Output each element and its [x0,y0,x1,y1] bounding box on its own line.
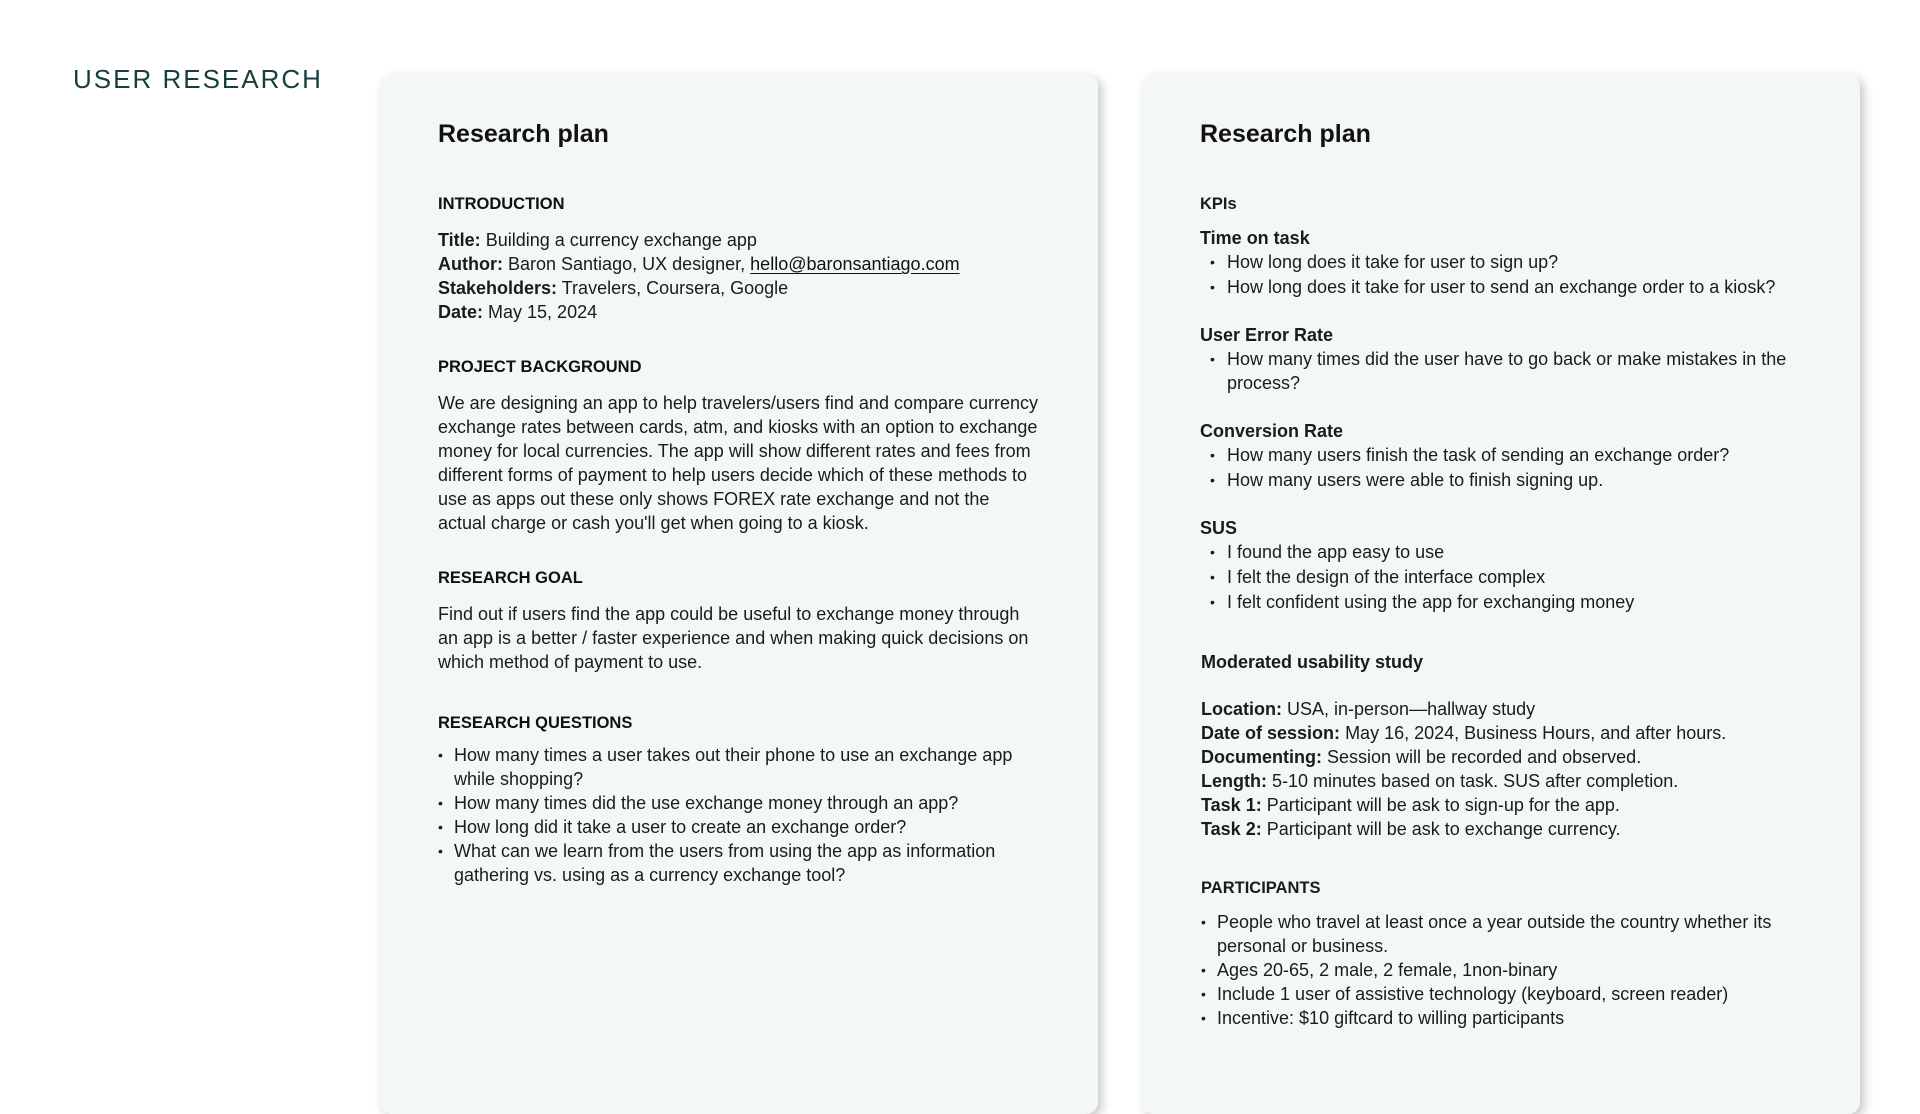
project-background-section [438,358,1040,535]
research-plan-card-left [380,74,1098,1114]
section-title: USER RESEARCH [73,64,323,94]
kpi-title: Conversion Rate [1200,421,1344,441]
introduction-heading: INTRODUCTION [438,195,565,213]
study-location-label: Location: [1201,699,1282,719]
list-item: • How many times did the user have to go back or make mistakes in the process? [1200,347,1802,395]
study-length-label: Length: [1201,771,1267,791]
study-task2-value: Participant will be ask to exchange currency. [1266,819,1621,839]
study-date-value: May 16, 2024, Business Hours, and after hours. [1345,723,1727,743]
intro-author-label: Author: [438,254,503,274]
list-item: • Ages 20-65, 2 male, 2 female, 1non-binary [1201,958,1802,982]
study-task1-value: Participant will be ask to sign-up for the app. [1266,795,1620,815]
list-item: • Include 1 user of assistive technology (keyboard, screen reader) [1201,982,1802,1006]
research-questions-heading: RESEARCH QUESTIONS [438,714,633,732]
intro-author-line [438,252,1040,276]
research-questions-section [438,714,1040,887]
study-documenting-value: Session will be recorded and observed. [1327,747,1642,767]
kpi-user-error-rate [1200,323,1802,395]
kpi-title: User Error Rate [1200,325,1334,345]
list-item: • I felt the design of the interface complex [1200,565,1802,589]
kpi-conversion-rate [1200,419,1802,492]
card-title: Research plan [1200,120,1371,148]
kpi-list [1200,250,1802,299]
introduction-section [438,195,1040,324]
participants-list [1201,910,1802,1030]
intro-title-line [438,228,1040,252]
list-item: • How long does it take for user to send an exchange order to a kiosk? [1200,275,1802,299]
research-goal-heading: RESEARCH GOAL [438,569,583,587]
list-item: • How long does it take for user to sign up? [1200,250,1802,274]
kpi-list [1200,540,1802,614]
study-documenting-line [1201,745,1802,769]
study-task1-label: Task 1: [1201,795,1262,815]
list-item: • How many times a user takes out their phone to use an exchange app while shopping? [438,743,1040,791]
list-item: • Incentive: $10 giftcard to willing participants [1201,1006,1802,1030]
kpi-sus [1200,516,1802,614]
research-plan-card-right [1142,74,1860,1114]
author-email-link[interactable]: hello@baronsantiago.com [750,254,960,274]
study-documenting-label: Documenting: [1201,747,1322,767]
study-task2-line [1201,817,1802,841]
kpi-title: Time on task [1200,228,1310,248]
research-goal-text: Find out if users find the app could be useful to exchange money through an app is a better / faster experience and when making quick decisions on which method of payment to use. [438,604,1029,672]
moderated-study-details [1201,697,1802,841]
study-location-value: USA, in-person—hallway study [1287,699,1536,719]
list-item: • How many users were able to finish signing up. [1200,468,1802,492]
intro-stakeholders-label: Stakeholders: [438,278,558,298]
participants-heading: PARTICIPANTS [1201,879,1321,897]
study-date-line [1201,721,1802,745]
kpi-list [1200,443,1802,492]
project-background-text: We are designing an app to help travelers/users find and compare currency exchange rates between cards, atm, and kiosks with an option to exchange money for local currencies. The app will show different rates and fees from different forms of payment to help users decide which of these methods to use as apps out these only shows FOREX rate exchange and not the actual charge or cash you'll get when going to a kiosk. [438,393,1039,533]
intro-date-label: Date: [438,302,484,322]
intro-date-value: May 15, 2024 [488,302,598,322]
study-task1-line [1201,793,1802,817]
intro-date-line [438,300,1040,324]
intro-title-label: Title: [438,230,481,250]
kpi-time-on-task [1200,226,1802,299]
study-length-line [1201,769,1802,793]
intro-stakeholders-line [438,276,1040,300]
list-item: • How many times did the use exchange money through an app? [438,791,1040,815]
intro-title-value: Building a currency exchange app [485,230,757,250]
project-background-heading: PROJECT BACKGROUND [438,358,642,376]
list-item: • People who travel at least once a year outside the country whether its personal or business. [1201,910,1802,958]
intro-author-value: Baron Santiago, UX designer, [508,254,746,274]
list-item: • What can we learn from the users from using the app as information gathering vs. using as a currency exchange tool? [438,839,1040,887]
research-questions-list [438,743,1040,887]
list-item: • How long did it take a user to create an exchange order? [438,815,1040,839]
kpi-title: SUS [1200,518,1238,538]
kpis-label: KPIs [1200,195,1237,213]
card-title: Research plan [438,120,609,148]
kpi-list [1200,347,1802,395]
study-location-line [1201,697,1802,721]
study-date-label: Date of session: [1201,723,1341,743]
research-goal-section [438,569,1040,674]
list-item: • I felt confident using the app for exchanging money [1200,590,1802,614]
study-task2-label: Task 2: [1201,819,1262,839]
intro-stakeholders-value: Travelers, Coursera, Google [561,278,789,298]
moderated-study-title: Moderated usability study [1201,652,1424,672]
study-length-value: 5-10 minutes based on task. SUS after completion. [1272,771,1679,791]
list-item: • How many users finish the task of sending an exchange order? [1200,443,1802,467]
list-item: • I found the app easy to use [1200,540,1802,564]
